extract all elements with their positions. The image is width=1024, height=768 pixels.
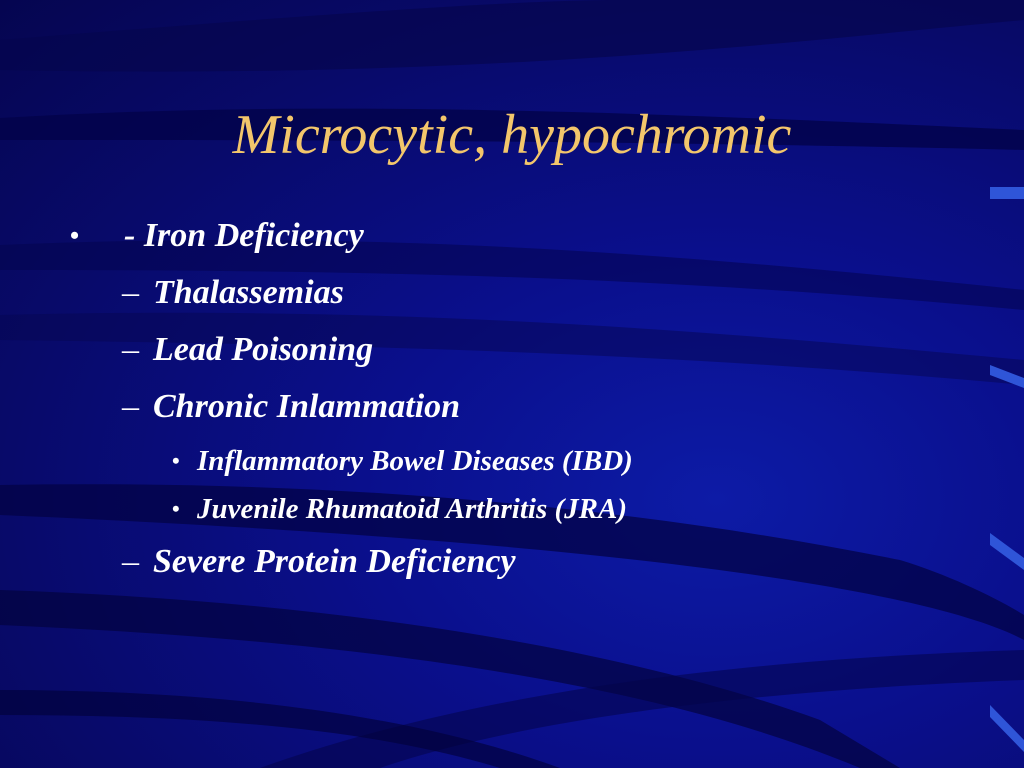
small-bullet-marker: • <box>172 448 180 473</box>
sub-item-jra: Juvenile Rhumatoid Arthritis (JRA) <box>197 493 627 525</box>
bullet-marker: • <box>70 221 80 250</box>
list-item-chronic-inflammation: Chronic Inlammation <box>153 388 461 425</box>
list-item-thalassemias: Thalassemias <box>153 274 344 311</box>
list-item-lead-poisoning: Lead Poisoning <box>153 331 374 368</box>
slide-title: Microcytic, hypochromic <box>232 104 792 166</box>
dash-marker: – <box>122 543 139 580</box>
small-bullet-marker: • <box>172 496 180 521</box>
list-item-severe-protein-deficiency: Severe Protein Deficiency <box>153 543 516 580</box>
dash-marker: – <box>122 388 139 425</box>
dash-marker: – <box>122 274 139 311</box>
list-item-iron-deficiency: - Iron Deficiency <box>124 217 364 254</box>
dash-marker: – <box>122 331 139 368</box>
sub-item-ibd: Inflammatory Bowel Diseases (IBD) <box>197 445 633 477</box>
